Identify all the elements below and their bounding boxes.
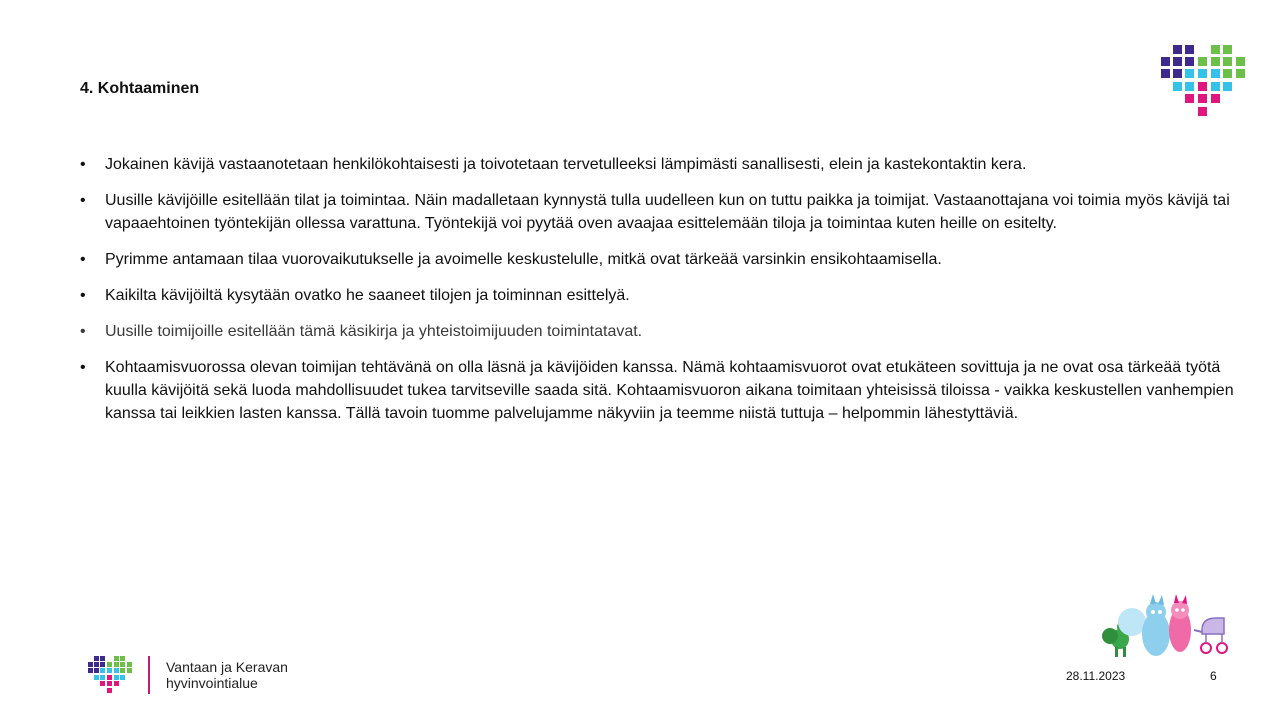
slide-date: 28.11.2023 [1066, 669, 1126, 683]
bullet-item: • Jokainen kävijä vastaanotetaan henkilökohtaisesti ja toivotetaan tervetulleeksi lämpimästi sanallisesti, elein ja kastekontaktin kera. [80, 153, 1240, 176]
organization-logo [88, 656, 288, 694]
bullet-item: • Uusille kävijöille esitellään tilat ja toimintaa. Näin madalletaan kynnystä tulla uudelleen kun on tuttu paikka ja toimijat. Vastaanottajana voi toimia myös kävijä tai vapaaehtoinen työntekijän ollessa varattuna. Työntekijä voi pyytää oven avaajaa esittelemään tiloja ja toimintaa kuten heille on esitelty. [80, 189, 1240, 235]
heart-row-1 [1173, 45, 1232, 54]
heart-row-2 [1161, 57, 1245, 66]
logo-divider [148, 656, 150, 694]
squirrel-mascots-illustration [1098, 594, 1238, 660]
bullet-item: • Uusille toimijoille esitellään tämä käsikirja ja yhteistoimijuuden toimintatavat. [80, 320, 1240, 343]
bullet-item: • Kohtaamisvuorossa olevan toimijan tehtävänä on olla läsnä ja kävijöiden kanssa. Nämä kohtaamisvuorot ovat etukäteen sovittuja ja ne ovat osa tärkeää työtä kuulla kävijöitä sekä luoda mahdollisuudet tukea tarvitseville saada sitä. Kohtaamisvuoron aikana toimitaan yhteisissä tiloissa - vaikka keskustellen vanhempien kanssa tai leikkien lasten kanssa. Tällä tavoin tuomme palvelujamme näkyviin ja teemme niistä tuttuja – helpommin lähestyttäviä. [80, 356, 1240, 425]
bullet-item: • Kaikilta kävijöiltä kysytään ovatko he saaneet tilojen ja toiminnan esittelyä. [80, 284, 1240, 307]
slide-title: 4. Kohtaaminen [80, 80, 200, 97]
pixel-heart-small-icon [88, 656, 134, 694]
organization-name-line1: Vantaan ja Keravan [166, 659, 288, 675]
page-number: 6 [1210, 669, 1217, 683]
heart-row-3 [1161, 69, 1245, 78]
organization-name-line2: hyvinvointialue [166, 675, 258, 691]
bullet-list [80, 153, 1240, 438]
heart-row-5 [1185, 94, 1220, 103]
pixel-heart-icon [1160, 44, 1250, 120]
heart-row-6 [1198, 107, 1207, 116]
heart-row-4 [1173, 82, 1232, 91]
organization-name [166, 659, 288, 691]
bullet-item: • Pyrimme antamaan tilaa vuorovaikutukselle ja avoimelle keskustelulle, mitkä ovat tärkeää varsinkin ensikohtaamisella. [80, 248, 1240, 271]
